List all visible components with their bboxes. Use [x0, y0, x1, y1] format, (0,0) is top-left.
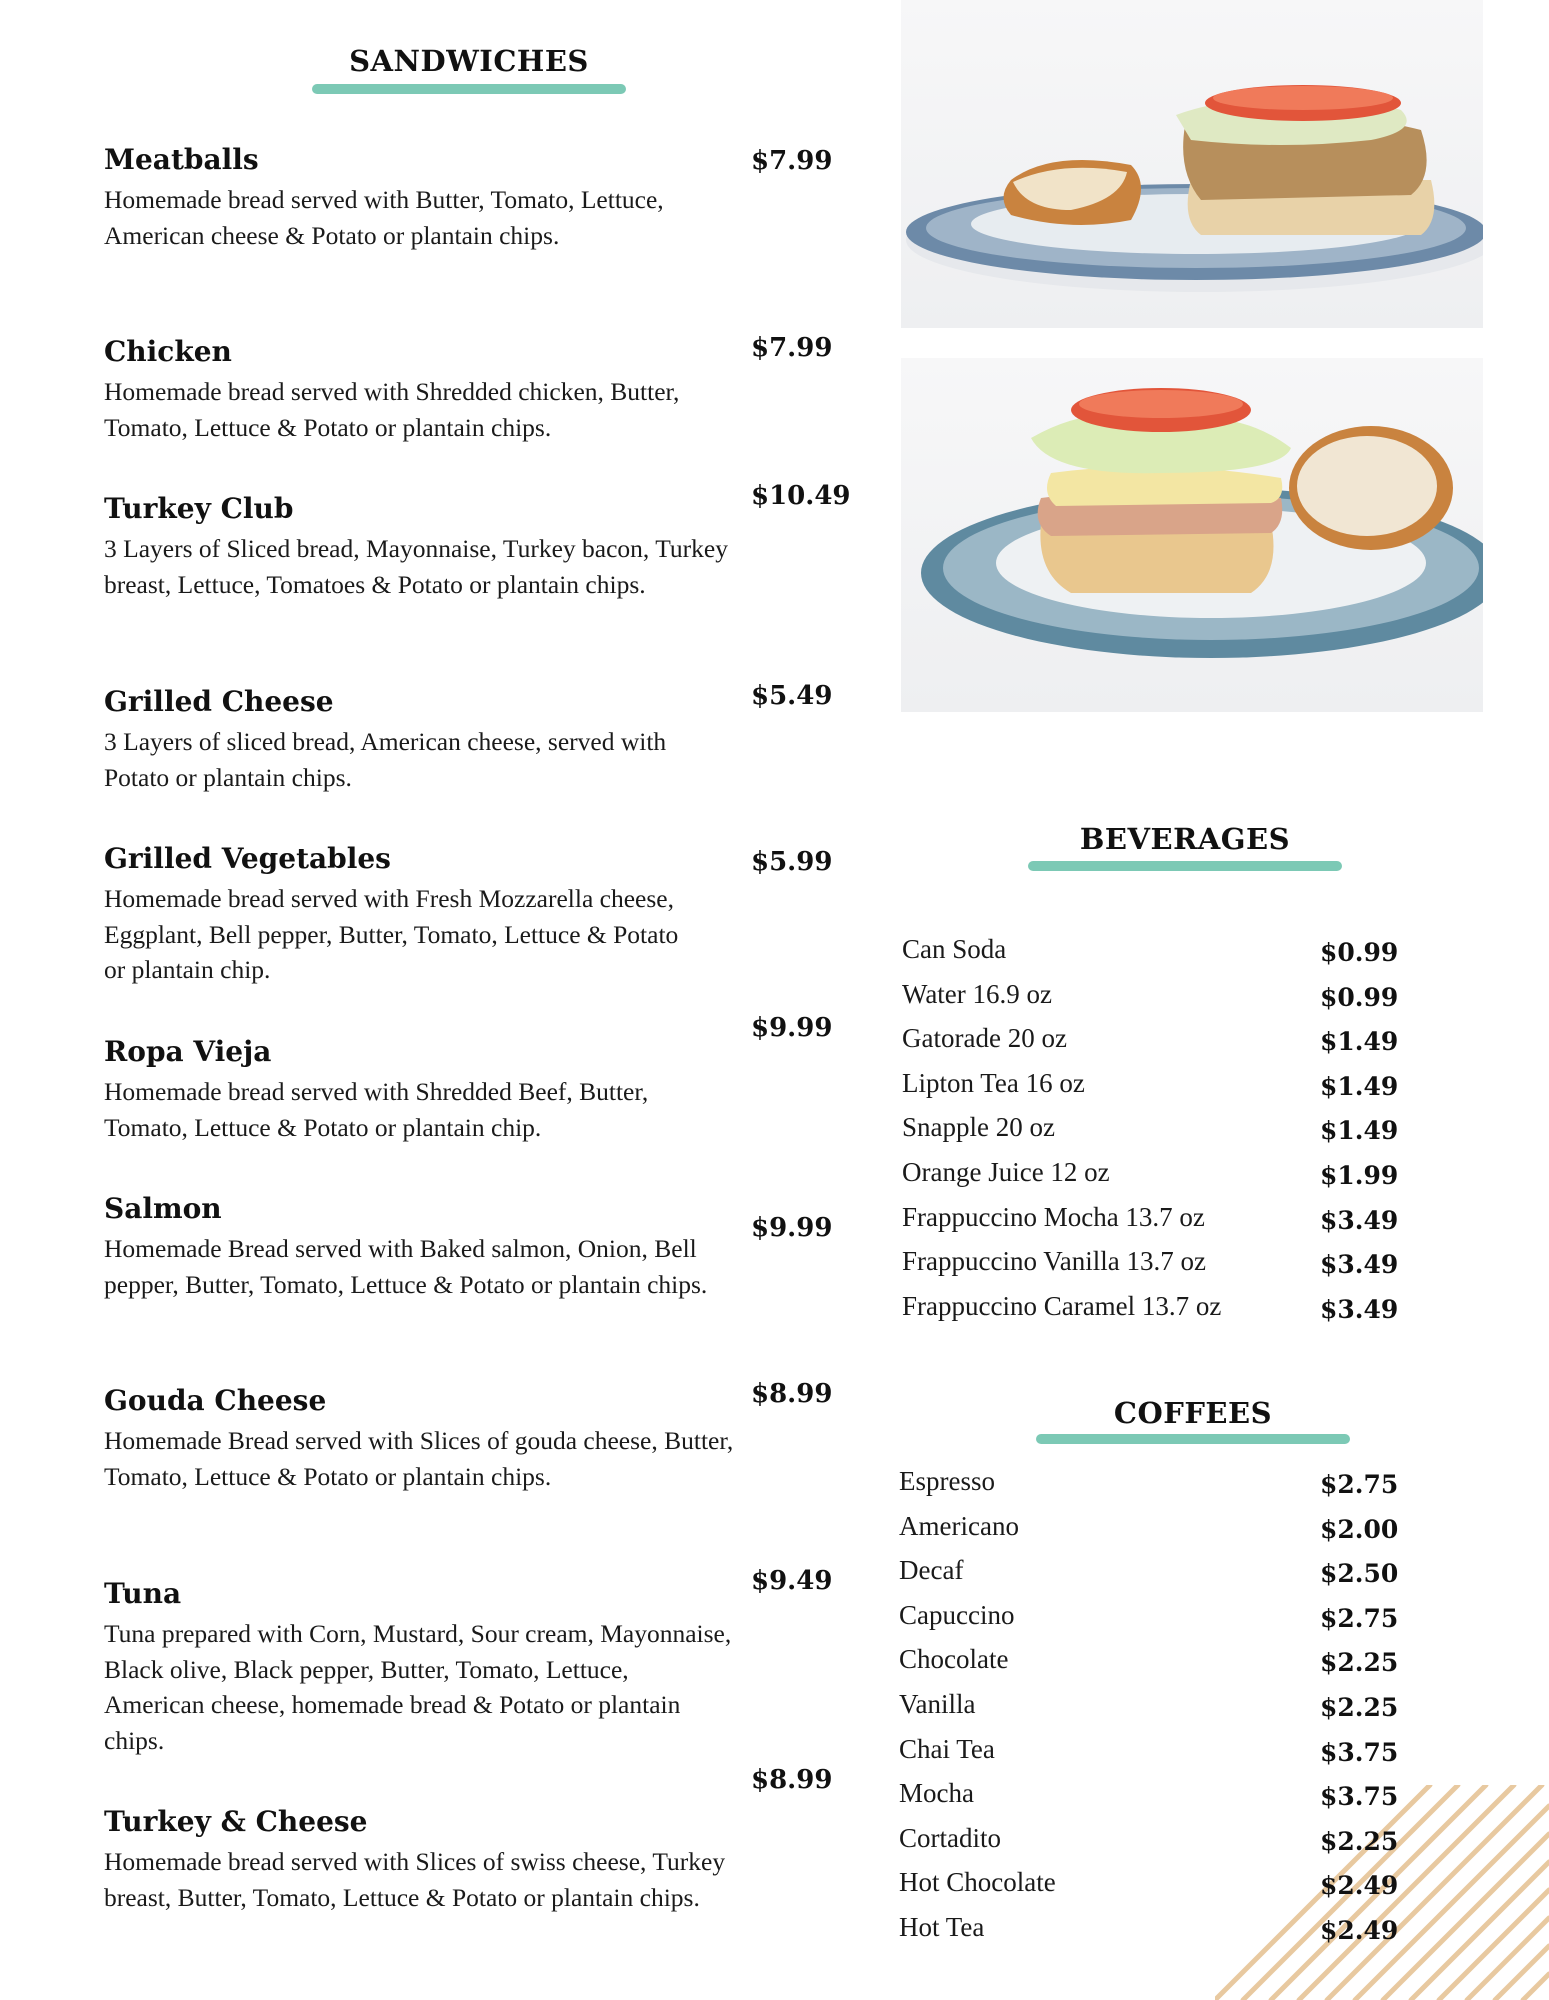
coffee-name: Capuccino [899, 1599, 1015, 1630]
coffee-price: $2.25 [1320, 1648, 1399, 1678]
coffee-price: $2.25 [1320, 1692, 1399, 1722]
coffee-item [899, 1689, 1399, 1734]
coffee-item [899, 1600, 1399, 1645]
coffee-name: Hot Tea [899, 1911, 985, 1942]
beverage-price: $1.49 [1320, 1027, 1399, 1057]
coffee-price: $2.49 [1320, 1871, 1399, 1901]
menu-item-chicken [104, 334, 734, 445]
beverage-price: $3.49 [1320, 1205, 1399, 1235]
beverage-name: Snapple 20 oz [902, 1112, 1055, 1143]
item-price: $9.99 [751, 1213, 833, 1243]
coffee-item [899, 1511, 1399, 1556]
item-price: $5.99 [751, 847, 833, 877]
coffee-name: Cortadito [899, 1822, 1001, 1853]
item-description: Homemade bread served with Butter, Tomato, Lettuce, American cheese & Potato or plantain chips. [104, 185, 664, 250]
item-description: Homemade bread served with Fresh Mozzarella cheese, Eggplant, Bell pepper, Butter, Tomato, Lettuce & Potato or plantain chip. [104, 884, 679, 984]
item-name: Turkey Club [104, 492, 294, 525]
beverage-price: $3.49 [1320, 1294, 1399, 1324]
coffees-title: COFFEES [1113, 1396, 1273, 1430]
item-name: Ropa Vieja [104, 1035, 272, 1068]
coffee-item [899, 1867, 1399, 1912]
beverage-name: Frappuccino Caramel 13.7 oz [902, 1290, 1222, 1321]
coffee-item [899, 1823, 1399, 1868]
item-name: Chicken [104, 335, 232, 368]
coffee-name: Espresso [899, 1466, 995, 1496]
item-description: Tuna prepared with Corn, Mustard, Sour cream, Mayonnaise, Black olive, Black pepper, Butter, Tomato, Lettuce, American cheese, homemade bread & Potato or plantain chips. [104, 1619, 732, 1755]
sandwich-photo-shredded [901, 0, 1483, 328]
coffee-item [899, 1778, 1399, 1823]
item-price: $5.49 [751, 681, 833, 711]
beverage-name: Frappuccino Mocha 13.7 oz [902, 1201, 1205, 1232]
coffee-name: Vanilla [899, 1688, 976, 1719]
item-description: Homemade Bread served with Slices of gouda cheese, Butter, Tomato, Lettuce & Potato or plantain chips. [104, 1426, 734, 1491]
beverage-price: $0.99 [1320, 982, 1399, 1012]
item-description: 3 Layers of Sliced bread, Mayonnaise, Turkey bacon, Turkey breast, Lettuce, Tomatoes & Potato or plantain chips. [104, 534, 728, 599]
item-price: $8.99 [751, 1379, 833, 1409]
beverage-item [902, 1112, 1402, 1157]
item-description: Homemade Bread served with Baked salmon, Onion, Bell pepper, Butter, Tomato, Lettuce & Potato or plantain chips. [104, 1234, 708, 1299]
coffee-name: Chai Tea [899, 1733, 995, 1764]
beverage-price: $1.49 [1320, 1116, 1399, 1146]
beverage-name: Gatorade 20 oz [902, 1023, 1067, 1054]
coffee-name: Chocolate [899, 1644, 1009, 1675]
sandwiches-title: SANDWICHES [349, 44, 589, 78]
coffee-name: Hot Chocolate [899, 1867, 1056, 1898]
beverage-name: Water 16.9 oz [902, 978, 1053, 1009]
item-price: $9.49 [751, 1566, 833, 1596]
beverage-item [902, 1157, 1402, 1202]
sandwich-photo-turkey-graphic [901, 358, 1483, 712]
menu-item-meatballs [104, 142, 734, 253]
coffee-price: $2.75 [1320, 1470, 1399, 1499]
beverage-name: Frappuccino Vanilla 13.7 oz [902, 1246, 1206, 1277]
item-price: $9.99 [751, 1013, 833, 1043]
beverage-price: $1.49 [1320, 1071, 1399, 1101]
beverage-item [902, 1202, 1402, 1247]
item-name: Meatballs [104, 143, 259, 176]
beverage-item [902, 934, 1402, 979]
menu-item-grilled-cheese [104, 684, 734, 795]
beverage-price: $0.99 [1320, 938, 1399, 967]
item-description: Homemade bread served with Slices of swiss cheese, Turkey breast, Butter, Tomato, Lettuce & Potato or plantain chips. [104, 1847, 726, 1912]
menu-item-grilled-vegetables [104, 841, 734, 988]
beverage-item [902, 1291, 1402, 1336]
coffee-name: Decaf [899, 1555, 964, 1586]
coffee-price: $3.75 [1320, 1782, 1399, 1812]
coffee-name: Americano [899, 1510, 1019, 1541]
menu-item-turkey-club [104, 491, 734, 602]
menu-item-tuna [104, 1576, 734, 1758]
beverages-list [902, 934, 1402, 1335]
coffee-price: $3.75 [1320, 1737, 1399, 1767]
beverage-item [902, 1023, 1402, 1068]
item-name: Tuna [104, 1577, 182, 1610]
menu-item-turkey-and-cheese [104, 1804, 734, 1915]
coffee-name: Mocha [899, 1778, 974, 1809]
coffee-price: $2.25 [1320, 1826, 1399, 1856]
menu-item-ropa-vieja [104, 1034, 734, 1145]
beverage-price: $3.49 [1320, 1250, 1399, 1280]
menu-item-salmon [104, 1191, 734, 1302]
item-description: Homemade bread served with Shredded Beef, Butter, Tomato, Lettuce & Potato or plantain chip. [104, 1077, 649, 1142]
beverage-item [902, 1246, 1402, 1291]
item-description: 3 Layers of sliced bread, American cheese, served with Potato or plantain chips. [104, 727, 667, 792]
sandwich-photo-shredded-graphic [901, 0, 1483, 328]
coffee-price: $2.00 [1320, 1514, 1399, 1544]
sandwiches-title-underline [312, 84, 626, 94]
item-name: Salmon [104, 1192, 222, 1225]
sandwich-photo-turkey [901, 358, 1483, 712]
beverage-name: Lipton Tea 16 oz [902, 1067, 1085, 1098]
menu-item-gouda-cheese [104, 1383, 734, 1494]
coffee-item [899, 1466, 1399, 1511]
item-name: Turkey & Cheese [104, 1805, 368, 1838]
coffees-title-underline [1036, 1434, 1350, 1444]
coffee-price: $2.75 [1320, 1603, 1399, 1633]
item-price: $7.99 [751, 333, 833, 363]
item-price: $10.49 [751, 481, 851, 511]
coffee-price: $2.49 [1320, 1915, 1399, 1945]
item-price: $7.99 [751, 146, 833, 176]
item-name: Gouda Cheese [104, 1384, 327, 1417]
item-name: Grilled Vegetables [104, 842, 391, 875]
item-price: $8.99 [751, 1765, 833, 1795]
item-name: Grilled Cheese [104, 685, 334, 718]
beverage-name: Can Soda [902, 934, 1007, 964]
beverages-title-underline [1028, 861, 1342, 871]
coffee-item [899, 1644, 1399, 1689]
coffees-list [899, 1466, 1399, 1957]
coffee-item [899, 1734, 1399, 1779]
coffee-price: $2.50 [1320, 1559, 1399, 1589]
beverage-item [902, 1068, 1402, 1113]
beverages-title: BEVERAGES [1079, 822, 1291, 856]
coffee-item [899, 1555, 1399, 1600]
item-description: Homemade bread served with Shredded chicken, Butter, Tomato, Lettuce & Potato or plantain chips. [104, 377, 680, 442]
beverage-price: $1.99 [1320, 1160, 1399, 1190]
coffee-item [899, 1912, 1399, 1957]
beverage-item [902, 979, 1402, 1024]
beverage-name: Orange Juice 12 oz [902, 1156, 1110, 1187]
